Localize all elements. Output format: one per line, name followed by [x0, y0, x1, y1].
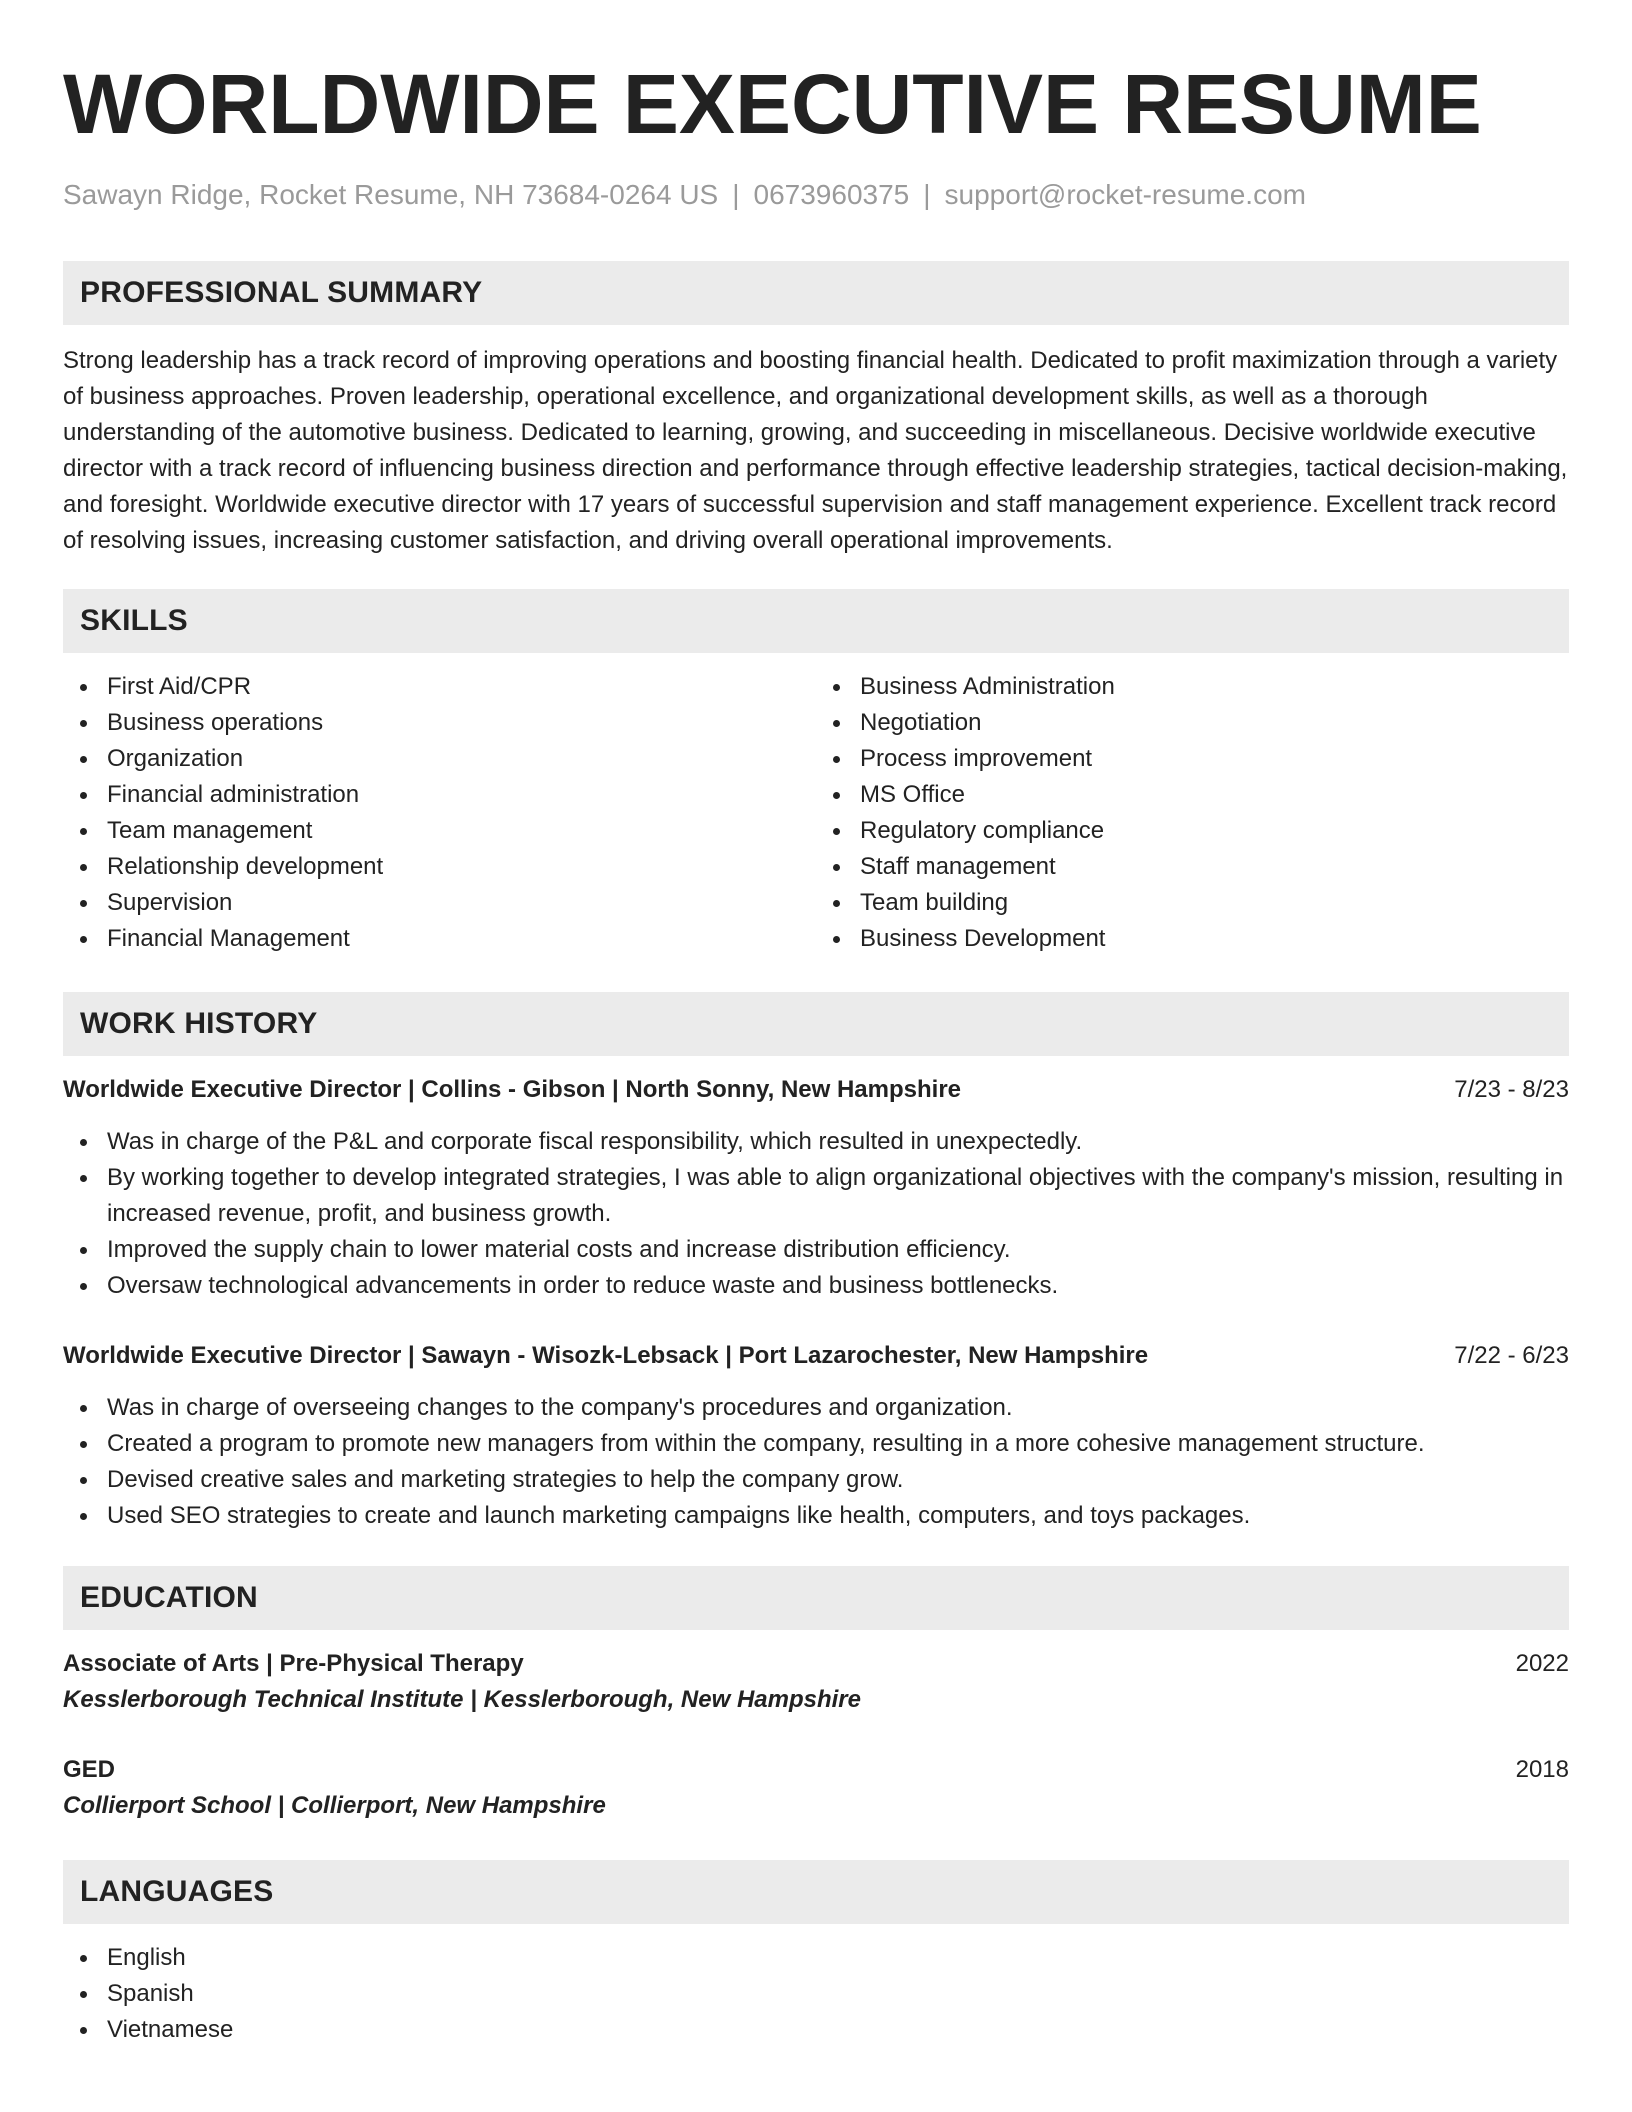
job-bullet: Devised creative sales and marketing strategies to help the company grow. — [63, 1462, 1569, 1498]
skill-item: Financial administration — [63, 777, 816, 813]
job-entry — [63, 1338, 1569, 1534]
skills-list — [63, 669, 1569, 957]
job-bullets — [63, 1390, 1569, 1534]
education-degree: GED — [63, 1756, 116, 1783]
skill-item: First Aid/CPR — [63, 669, 816, 705]
job-bullet: Was in charge of the P&L and corporate fiscal responsibility, which resulted in unexpectedly. — [63, 1124, 1569, 1160]
contact-separator: | — [732, 179, 740, 210]
section-heading-summary: PROFESSIONAL SUMMARY — [63, 261, 1569, 325]
languages-list — [63, 1940, 1569, 2048]
section-heading-languages: LANGUAGES — [63, 1860, 1569, 1924]
language-item: Vietnamese — [63, 2012, 1569, 2048]
summary-text: Strong leadership has a track record of improving operations and boosting financial health. Dedicated to profit maximization through a variety of business approaches. Proven leadership, operational excellence, and organizational development skills, as well as a thorough understanding of the automotive business. Dedicated to learning, growing, and succeeding in miscellaneous. Decisive worldwide executive director with a track record of influencing business direction and performance through effective leadership strategies, tactical decision-making, and foresight. Worldwide executive director with 17 years of successful supervision and staff management experience. Excellent track record of resolving issues, increasing customer satisfaction, and driving overall operational improvements. — [63, 347, 1568, 554]
job-dates: 7/23 - 8/23 — [1454, 1076, 1569, 1103]
education-header — [63, 1646, 1569, 1682]
job-bullet: Oversaw technological advancements in order to reduce waste and business bottlenecks. — [63, 1268, 1569, 1304]
section-heading-education: EDUCATION — [63, 1566, 1569, 1630]
job-header — [63, 1338, 1569, 1374]
resume-title: WORLDWIDE EXECUTIVE RESUME — [63, 57, 1482, 151]
job-bullet: Created a program to promote new managers from within the company, resulting in a more cohesive management structure. — [63, 1426, 1569, 1462]
job-bullet: Was in charge of overseeing changes to the company's procedures and organization. — [63, 1390, 1569, 1426]
skill-item: Financial Management — [63, 921, 816, 957]
contact-separator: | — [923, 179, 931, 210]
job-bullets — [63, 1124, 1569, 1304]
job-bullet: Used SEO strategies to create and launch marketing campaigns like health, computers, and toys packages. — [63, 1498, 1569, 1534]
skill-item: Business Development — [816, 921, 1569, 957]
skill-item: Staff management — [816, 849, 1569, 885]
language-item: Spanish — [63, 1976, 1569, 2012]
job-entry — [63, 1072, 1569, 1304]
job-title: Worldwide Executive Director | Collins - Gibson | North Sonny, New Hampshire — [63, 1076, 962, 1103]
skill-item: Organization — [63, 741, 816, 777]
skill-item: Negotiation — [816, 705, 1569, 741]
skill-item: Business Administration — [816, 669, 1569, 705]
language-item: English — [63, 1940, 1569, 1976]
education-year: 2018 — [1515, 1756, 1569, 1783]
job-title: Worldwide Executive Director | Sawayn - Wisozk-Lebsack | Port Lazarochester, New Hampshire — [63, 1342, 1149, 1369]
job-dates: 7/22 - 6/23 — [1454, 1342, 1569, 1369]
skill-item: Process improvement — [816, 741, 1569, 777]
skill-item: Regulatory compliance — [816, 813, 1569, 849]
contact-line — [63, 178, 1569, 212]
skills-column-right — [816, 669, 1569, 957]
education-entry — [63, 1752, 1569, 1824]
skill-item: Team building — [816, 885, 1569, 921]
skill-item: Team management — [63, 813, 816, 849]
education-header — [63, 1752, 1569, 1788]
section-heading-work-history: WORK HISTORY — [63, 992, 1569, 1056]
contact-email[interactable]: support@rocket-resume.com — [944, 179, 1306, 210]
education-year: 2022 — [1515, 1650, 1569, 1677]
skills-column-left — [63, 669, 816, 957]
section-heading-skills: SKILLS — [63, 589, 1569, 653]
education-school: Collierport School | Collierport, New Hampshire — [63, 1792, 606, 1819]
contact-address: Sawayn Ridge, Rocket Resume, NH 73684-0264 US — [63, 179, 719, 210]
skill-item: MS Office — [816, 777, 1569, 813]
job-header — [63, 1072, 1569, 1108]
education-school: Kesslerborough Technical Institute | Kesslerborough, New Hampshire — [63, 1686, 861, 1713]
education-entry — [63, 1646, 1569, 1718]
skill-item: Relationship development — [63, 849, 816, 885]
job-bullet: By working together to develop integrated strategies, I was able to align organizational objectives with the company's mission, resulting in increased revenue, profit, and business growth. — [63, 1160, 1569, 1232]
skill-item: Supervision — [63, 885, 816, 921]
job-bullet: Improved the supply chain to lower material costs and increase distribution efficiency. — [63, 1232, 1569, 1268]
contact-phone[interactable]: 0673960375 — [753, 179, 910, 210]
skill-item: Business operations — [63, 705, 816, 741]
education-degree: Associate of Arts | Pre-Physical Therapy — [63, 1650, 524, 1677]
